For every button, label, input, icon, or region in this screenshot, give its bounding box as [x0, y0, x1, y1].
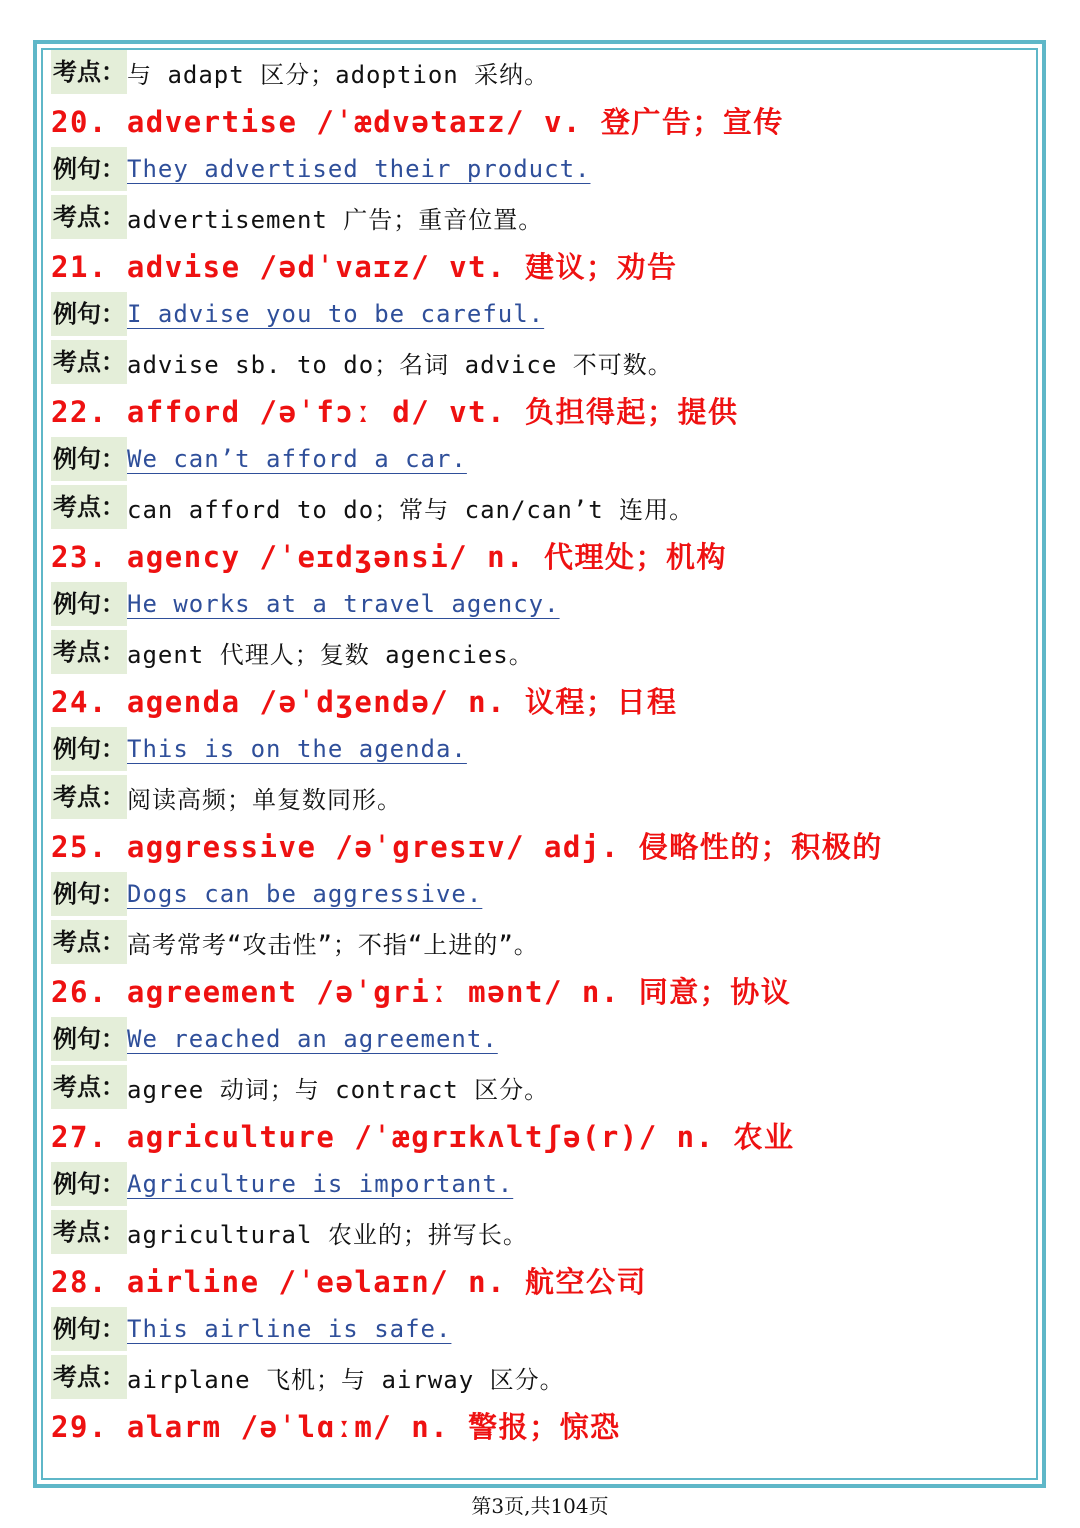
key-point-row	[51, 773, 1031, 821]
example-label: 例句：	[51, 727, 127, 771]
headword-text: 26. agreement /əˈgriː mənt/ n. 同意；协议	[51, 975, 792, 1009]
example-label: 例句：	[51, 582, 127, 626]
word-entry-heading	[51, 821, 1031, 870]
example-sentence-row	[51, 435, 1031, 483]
key-point-text: advertisement 广告；重音位置。	[127, 205, 544, 234]
example-sentence-row	[51, 580, 1031, 628]
key-point-text: agricultural 农业的；拼写长。	[127, 1220, 528, 1249]
key-point-label: 考点：	[51, 340, 127, 384]
word-entry-heading	[51, 1256, 1031, 1305]
word-entry-heading	[51, 676, 1031, 725]
example-sentence: He works at a travel agency.	[127, 590, 560, 618]
headword-text: 24. agenda /əˈdʒendə/ n. 议程；日程	[51, 685, 678, 719]
example-label: 例句：	[51, 1017, 127, 1061]
key-point-row	[51, 1353, 1031, 1401]
example-label: 例句：	[51, 437, 127, 481]
key-point-label: 考点：	[51, 630, 127, 674]
key-point-text: agent 代理人；复数 agencies。	[127, 640, 534, 669]
key-point-label: 考点：	[51, 1065, 127, 1109]
word-entry-heading	[51, 1401, 1031, 1450]
label-text: 例句	[53, 1024, 101, 1053]
example-sentence: We can’t afford a car.	[127, 445, 467, 473]
key-point-text: airplane 飞机；与 airway 区分。	[127, 1365, 565, 1394]
word-entry-heading	[51, 966, 1031, 1015]
key-point-text: can afford to do；常与 can/can’t 连用。	[127, 495, 695, 524]
key-point-row	[51, 483, 1031, 531]
example-sentence: This is on the agenda.	[127, 735, 467, 763]
example-sentence: They advertised their product.	[127, 155, 591, 183]
key-point-row	[51, 1063, 1031, 1111]
key-point-label: 考点：	[51, 920, 127, 964]
example-sentence-row	[51, 725, 1031, 773]
label-text: 考点	[53, 492, 101, 521]
word-entry-heading	[51, 96, 1031, 145]
key-point-row	[51, 918, 1031, 966]
key-point-text: agree 动词；与 contract 区分。	[127, 1075, 550, 1104]
headword-text: 27. agriculture /ˈægrɪkʌltʃə(r)/ n. 农业	[51, 1120, 795, 1154]
example-sentence-row	[51, 290, 1031, 338]
word-entry-heading	[51, 386, 1031, 435]
word-entry-heading	[51, 1111, 1031, 1160]
example-sentence: I advise you to be careful.	[127, 300, 545, 328]
label-text: 例句	[53, 1169, 101, 1198]
key-point-row	[51, 193, 1031, 241]
key-point-label: 考点：	[51, 1210, 127, 1254]
key-point-row	[51, 338, 1031, 386]
label-text: 例句	[53, 154, 101, 183]
example-label: 例句：	[51, 872, 127, 916]
label-text: 考点	[53, 57, 101, 86]
example-sentence: This airline is safe.	[127, 1315, 452, 1343]
label-text: 例句	[53, 1314, 101, 1343]
headword-text: 20. advertise /ˈædvətaɪz/ v. 登广告；宣传	[51, 105, 784, 139]
word-entry-heading	[51, 241, 1031, 290]
key-point-text: advise sb. to do；名词 advice 不可数。	[127, 350, 673, 379]
label-text: 考点	[53, 1362, 101, 1391]
key-point-text: 高考常考“攻击性”；不指“上进的”。	[127, 930, 539, 959]
example-label: 例句：	[51, 1307, 127, 1351]
example-sentence: Agriculture is important.	[127, 1170, 514, 1198]
example-sentence-row	[51, 870, 1031, 918]
label-text: 考点	[53, 927, 101, 956]
label-text: 考点	[53, 1217, 101, 1246]
key-point-label: 考点：	[51, 50, 127, 94]
headword-text: 29. alarm /əˈlɑːm/ n. 警报；惊恐	[51, 1410, 621, 1444]
key-point-row	[51, 1208, 1031, 1256]
key-point-label: 考点：	[51, 195, 127, 239]
example-sentence: We reached an agreement.	[127, 1025, 498, 1053]
label-text: 考点	[53, 1072, 101, 1101]
example-sentence-row	[51, 1015, 1031, 1063]
label-text: 考点	[53, 782, 101, 811]
headword-text: 22. afford /əˈfɔː d/ vt. 负担得起；提供	[51, 395, 739, 429]
label-text: 例句	[53, 879, 101, 908]
label-text: 考点	[53, 202, 101, 231]
example-sentence-row	[51, 1305, 1031, 1353]
key-point-label: 考点：	[51, 1355, 127, 1399]
example-label: 例句：	[51, 147, 127, 191]
example-sentence-row	[51, 1160, 1031, 1208]
headword-text: 23. agency /ˈeɪdʒənsi/ n. 代理处；机构	[51, 540, 727, 574]
headword-text: 28. airline /ˈeəlaɪn/ n. 航空公司	[51, 1265, 647, 1299]
example-label: 例句：	[51, 1162, 127, 1206]
key-point-text: 阅读高频；单复数同形。	[127, 785, 402, 814]
key-point-row	[51, 48, 1031, 96]
key-point-label: 考点：	[51, 485, 127, 529]
key-point-text: 与 adapt 区分；adoption 采纳。	[127, 60, 550, 89]
vocabulary-list	[51, 48, 1031, 1450]
label-text: 考点	[53, 347, 101, 376]
page-number: 第3页,共104页	[471, 1494, 609, 1518]
label-text: 例句	[53, 734, 101, 763]
key-point-row	[51, 628, 1031, 676]
example-sentence-row	[51, 145, 1031, 193]
label-text: 例句	[53, 444, 101, 473]
example-label: 例句：	[51, 292, 127, 336]
label-text: 例句	[53, 299, 101, 328]
key-point-label: 考点：	[51, 775, 127, 819]
headword-text: 21. advise /ədˈvaɪz/ vt. 建议；劝告	[51, 250, 678, 284]
word-entry-heading	[51, 531, 1031, 580]
label-text: 考点	[53, 637, 101, 666]
headword-text: 25. aggressive /əˈgresɪv/ adj. 侵略性的；积极的	[51, 830, 883, 864]
example-sentence: Dogs can be aggressive.	[127, 880, 483, 908]
label-text: 例句	[53, 589, 101, 618]
